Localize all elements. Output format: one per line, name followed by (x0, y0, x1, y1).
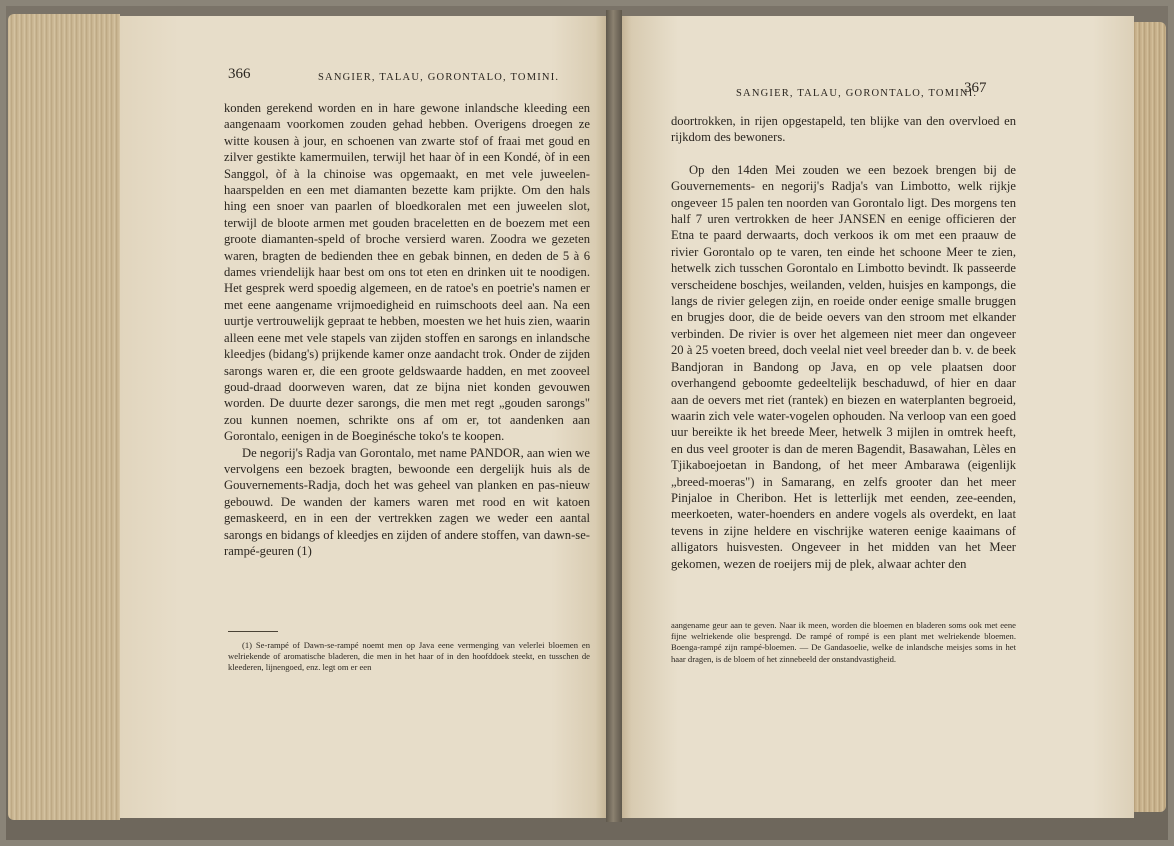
paragraph: Op den 14den Mei zouden we een bezoek brengen bij de Gouvernements- en negorij's Radja's van Limbotto, welk rijkje ongeveer 15 palen ten noorden van Gorontalo ligt. Des morgens ten half 7 uren vertrokken de heer JANSEN en eenige officieren der Etna te paard derwaarts, doch verkoos ik om met een praauw de rivier Gorontalo op te varen, ten einde het schoone Meer te zien, hetwelk zich tusschen Gorontalo en Limbotto bevindt. Ik passeerde verscheidene boschjes, weilanden, velden, huisjes en kampongs, die langs de rivier gelegen zijn, en roeide onder eenige smalle bruggen en brugjes door, die de beide oevers van den stroom met elkander verbinden. De rivier is over het algemeen niet meer dan ongeveer 20 à 25 voeten breed, doch veelal niet veel breeder dan b. v. de beek Bandjoran in Bandong op Java, en op vele plaatsen door overhangend geboomte gedeeltelijk beschaduwd, of hier en daar aan de oevers met riet (rantek) en biezen en waterplanten begroeid, waarin zich vele water-vogelen ophouden. Na verloop van een goed uur bereikte ik het breede Meer, hetwelk 3 mijlen in omtrek heeft, en dus veel grooter is dan de meren Bagendit, Basawahan, Lèles en Tjikaboejoetan in Bandong, of het meer Ambarawa (eigenlijk „breed-moeras") in Samarang, en zelfs grooter dan het meer Pinjaloe in Cheribon. Het is letterlijk met eenden, zee-eenden, meerkoeten, water-hoenders en andere vogels als overdekt, en laat tevens in zijne heldere en vischrijke wateren eenige kaaimans of alligators huisvesten. Ongeveer in het midden van het Meer gekomen, wezen de roeijers mij de plek, alwaar achter den (671, 162, 1016, 571)
footnote-text: aangename geur aan te geven. Naar ik meen, worden die bloemen en bladeren soms ook met eene fijne welriekende olie besprengd. De rampé of rompé is een plant met welriekende bloemen. Boenga-rampé zijn rampé-bloemen. — De Gandasoelie, welke de inlandsche meisjes soms in het haar dragen, is de bloem of het zinnebeeld der onstandvastigheid. (671, 620, 1016, 664)
running-head-right: SANGIER, TALAU, GORONTALO, TOMINI. (736, 88, 978, 99)
paragraph: De negorij's Radja van Gorontalo, met name PANDOR, aan wien we vervolgens een bezoek bragten, bewoonde een dergelijk huis als de Gouvernements-Radja, doch het was geheel van planken en pas-nieuw gebouwd. De wanden der kamers waren met rood en wit katoen gemaskeerd, en in een der vertrekken zagen we weder een aantal sarongs en bidangs of kleedjes en zijden of andere stoffen, van dawn-se-rampé-geuren (1) (224, 445, 590, 558)
running-head-left: SANGIER, TALAU, GORONTALO, TOMINI. (318, 72, 560, 83)
book-gutter (606, 10, 622, 822)
footnote-rule-left (228, 631, 278, 632)
page-number-left: 366 (228, 66, 251, 82)
left-page-body (224, 100, 590, 559)
right-page-body (671, 113, 1016, 572)
footnote-right (671, 620, 1016, 665)
paragraph: doortrokken, in rijen opgestapeld, ten blijke van den overvloed en rijkdom des bewoners. (671, 114, 1016, 145)
footnote-text: (1) Se-rampé of Dawn-se-rampé noemt men op Java eene vermenging van velerlei bloemen en welriekende of aromatische bladeren, die men in het haar of in den hoofddoek steekt, en tusschen de kleederen, lijnengoed, enz. legt om er een (228, 640, 590, 673)
footnote-left (228, 640, 590, 674)
left-page-edges (8, 14, 120, 820)
page-number-right: 367 (964, 80, 987, 96)
paragraph: konden gerekend worden en in hare gewone inlandsche kleeding een aangenaam voorkomen zouden gehad hebben. Overigens droegen ze witte kousen à jour, en schoenen van zwarte stof of fraai met goud en zilver gestikte kamermuilen, terwijl het haar òf in een Kondé, òf in een Sanggol, òf à la chinoise was opgemaakt, en met vele juweelen-haarspelden en een met diamanten bezette kam prijkte. Om den hals hing een snoer van paarlen of bloedkoralen met een juweelen slot, terwijl de bloote armen met gouden braceletten en de boezem met een groote diamanten-speld of broche versierd waren. Zoodra we gezeten waren, bragten de bedienden thee en gebak binnen, en deden de 5 à 6 dames vriendelijk haar best om ons tot eten en drinken uit te noodigen. Het gesprek werd spoedig algemeen, en de ratoe's en poetrie's namen er met eene aangename vrijmoedigheid en ruimschoots deel aan. Na een uurtje vertrouwelijk gepraat te hebben, moesten we het huis zien, waarin alleen eene met vele stapels van zijden stoffen en sarongs en inlandsche kleedjes (bidang's) prijkende kamer onze aandacht trok. Onder de zijden sarongs waren er, die een groote geldswaarde hadden, en met zooveel goud-draad doorweven waren, dat ze bijna niet konden gevouwen worden. De duurte dezer sarongs, die men met regt „gouden sarongs" zou kunnen noemen, schrikte ons af om er, tot aandenken aan Gorontalo, eenigen in de Boeginésche toko's te koopen. (224, 101, 590, 444)
